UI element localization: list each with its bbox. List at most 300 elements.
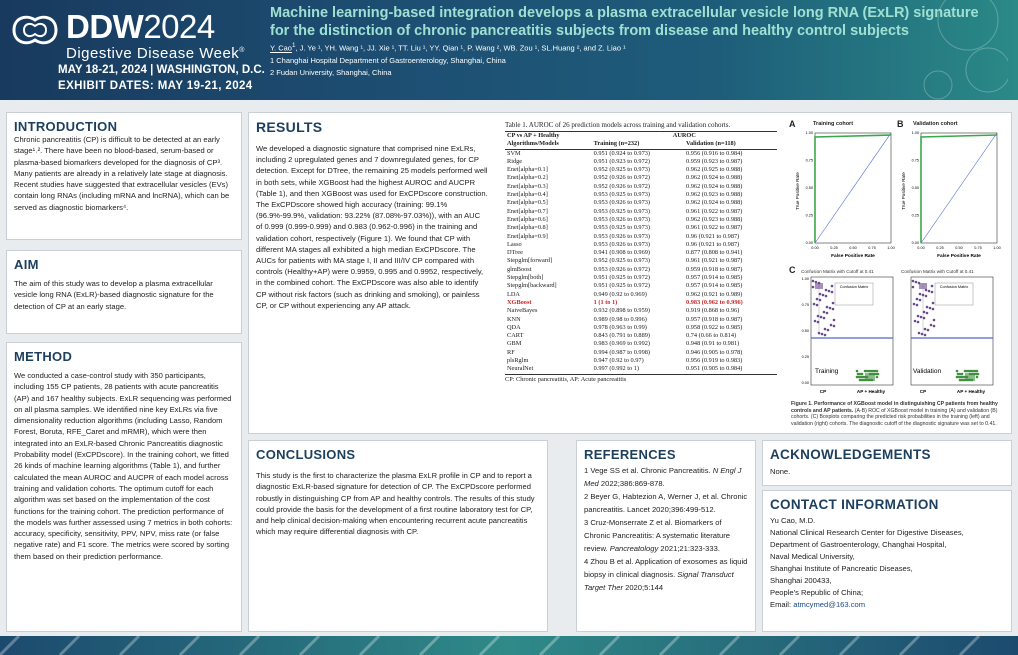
- contact-line: Yu Cao, M.D.: [770, 516, 816, 525]
- validation-boxplot: [911, 277, 993, 394]
- axis-tick-label: 0.25: [805, 213, 813, 218]
- table-cell: 0.953 (0.926 to 0.972): [593, 265, 650, 273]
- contact-heading: CONTACT INFORMATION: [770, 497, 939, 512]
- ddw-logo-text: DDW2024: [66, 8, 215, 45]
- control-point: [976, 376, 979, 379]
- axis-tick-label: 0.25: [830, 246, 838, 250]
- control-point: [857, 373, 860, 376]
- table-row: [505, 183, 777, 191]
- box-x-ap-healthy: AP + Healthy: [856, 389, 886, 394]
- table-row: [505, 149, 777, 158]
- table-cell: 0.843 (0.791 to 0.889): [593, 332, 650, 340]
- table-row: [505, 291, 777, 299]
- cp-point: [919, 293, 922, 296]
- cp-point: [821, 333, 824, 336]
- cp-point: [929, 307, 932, 310]
- aim-heading: AIM: [14, 257, 39, 272]
- axis-tick-label: 1.00: [993, 246, 1001, 250]
- acknowledgements-section: [762, 440, 1012, 486]
- control-point: [956, 370, 959, 373]
- figure-1: [789, 119, 1007, 431]
- boxplots: [789, 275, 1007, 401]
- control-point: [956, 376, 959, 379]
- table-cell: NeuralNet: [505, 365, 592, 374]
- table-cell: 0.989 (0.98 to 0.996): [593, 315, 647, 323]
- axis-tick-label: 0.75: [911, 158, 919, 163]
- cp-point: [818, 332, 821, 335]
- table-cell: 0.956 (0.919 to 0.983): [686, 357, 743, 365]
- control-point: [969, 373, 972, 376]
- control-point: [864, 370, 867, 373]
- cp-point: [913, 303, 916, 306]
- table-cell: Enet[alpha=0.1]: [507, 166, 548, 174]
- table-cell: 0.953 (0.926 to 0.973): [593, 215, 650, 223]
- ddw-logo-icon: [8, 10, 62, 50]
- training-roc-title: Training cohort: [813, 121, 854, 127]
- footer-pattern: [0, 636, 1018, 655]
- table-row: [505, 274, 777, 282]
- contact-email-line: [770, 599, 1004, 611]
- table-cell: NaiveBayes: [507, 307, 538, 315]
- table-cell: 0.946 (0.905 to 0.978): [686, 348, 743, 356]
- table-row: [505, 266, 777, 274]
- exhibit-dates: EXHIBIT DATES: MAY 19-21, 2024: [58, 80, 253, 92]
- control-point: [957, 373, 960, 376]
- table-cell: 0.959 (0.918 to 0.987): [686, 265, 743, 273]
- table-cell: 0.948 (0.91 to 0.981): [686, 340, 740, 348]
- table-cell: RF: [507, 348, 515, 356]
- table-cell: 0.953 (0.926 to 0.973): [593, 232, 650, 240]
- acknowledgements-text: None.: [770, 467, 791, 476]
- table-cell: Enet[alpha=0.4]: [507, 191, 548, 199]
- axis-tick-label: 0.25: [936, 246, 944, 250]
- axis-tick-label: 1.00: [887, 246, 895, 250]
- table-cell: 0.96 (0.921 to 0.987): [686, 232, 740, 240]
- cp-point: [931, 291, 934, 294]
- table-cell: 0.962 (0.924 to 0.988): [686, 199, 743, 207]
- references-heading: REFERENCES: [584, 447, 676, 462]
- table-cell: 0.962 (0.923 to 0.988): [686, 215, 743, 223]
- table-row: [505, 257, 777, 265]
- cp-point: [924, 328, 927, 331]
- poster-header: [0, 0, 1018, 100]
- table-cell: 0.949 (0.92 to 0.969): [593, 290, 647, 298]
- cp-point: [933, 319, 936, 322]
- cp-point: [916, 298, 919, 301]
- cp-point: [820, 316, 823, 319]
- cp-point: [825, 289, 828, 292]
- table-cell: 0.919 (0.868 to 0.96): [686, 307, 740, 315]
- cp-point: [825, 295, 828, 298]
- ddw-logo-year: 2024: [143, 8, 215, 45]
- axis-tick-label: 0.50: [801, 329, 809, 333]
- cm-inset-label: Confusion Matrix: [939, 285, 969, 289]
- table-cell: SVM: [507, 149, 521, 157]
- table-cell: 0.961 (0.922 to 0.987): [686, 224, 743, 232]
- table-col-header: Algorithms/Models: [505, 140, 592, 149]
- table-cell: 0.962 (0.923 to 0.988): [686, 191, 743, 199]
- affiliation-2: 2 Fudan University, Shanghai, China: [270, 67, 392, 77]
- cp-point: [924, 334, 927, 337]
- contact-line: Shanghai 200433,: [770, 576, 832, 585]
- table-row: [505, 340, 777, 348]
- table-cell: 0.952 (0.926 to 0.972): [593, 174, 650, 182]
- cp-point: [831, 291, 834, 294]
- table-cell: 0.877 (0.808 to 0.941): [686, 249, 743, 257]
- cm-title-training: Confusion Matrix with Cutoff at 0.41: [801, 269, 874, 274]
- table-cell: Enet[alpha=0.7]: [507, 207, 548, 215]
- box-axis-ticks: [802, 277, 809, 385]
- cp-point: [930, 324, 933, 327]
- table-cell: 0.962 (0.924 to 0.988): [686, 182, 743, 190]
- table-cell: Stepglm[both]: [507, 274, 544, 282]
- cp-point: [932, 308, 935, 311]
- axis-tick-label: 1.00: [805, 131, 813, 135]
- cp-point: [833, 325, 836, 328]
- cp-point: [822, 294, 825, 297]
- cp-point: [823, 317, 826, 320]
- contact-line: People's Republic of China;: [770, 588, 864, 597]
- table-cell: 0.953 (0.925 to 0.973): [593, 224, 650, 232]
- table-cell: Enet[alpha=0.5]: [507, 199, 548, 207]
- cp-point: [824, 334, 827, 337]
- cp-point: [918, 282, 921, 285]
- table-cell: 0.958 (0.922 to 0.985): [686, 323, 743, 331]
- cp-point: [818, 282, 821, 285]
- table-footnote: CP: Chronic pancreatitis, AP: Acute pancreatitis: [505, 375, 627, 383]
- control-point: [876, 376, 879, 379]
- table-cell: Stepglm[forward]: [507, 257, 553, 265]
- cp-point: [923, 317, 926, 320]
- reference-item: 1 Vege SS et al. Chronic Pancreatitis. N Engl J Med 2022;386:869-878.: [584, 466, 742, 488]
- introduction-section: [6, 112, 242, 240]
- table-row: [505, 324, 777, 332]
- axis-tick-label: 0.00: [805, 241, 813, 245]
- training-boxplot: [811, 277, 893, 394]
- table-row: [505, 299, 777, 307]
- table-cell: 0.951 (0.925 to 0.972): [593, 282, 650, 290]
- table-row: [505, 282, 777, 290]
- results-text: We developed a diagnostic signature that comprised nine ExLRs, including 2 upregulated genes and 7 downregulated genes, for CP detection. Except for DTree, the remaining 25 models performed well in both sets, while XGBoost had the highest AUROC and AUCPR (Table 1), and then XGBoost was used for ExCPDscore construction. The ExCPDscore showed high accuracy (training: 99.1% (96.9%-99.9%, validation: 93.22% (87.08%-97.03%)), with an AUC of 0.999 (0.999-0.999) and 0.983 (0.962-0.996) in the training and validation cohort, respectively (Figure 1). We found that CP with different MA stages all exhibited a high median ExCPDscore. The AUCs for patients with MA stage I, II and III/IV CP compared with controls (Healthy+AP) were 0.9959, 0.995 and 0.9952, respectively, in the combined cohort. The ExCPDscore was also able to identify CP without risk factors (such as drinking and smoking), or painless CP, or CP without experiencing any AP attack.: [256, 144, 488, 310]
- table-cell: QDA: [507, 323, 521, 331]
- table-header-row: [505, 140, 777, 149]
- roc-ylabel-a: True Positive Rate: [795, 172, 800, 210]
- table-row: [505, 249, 777, 257]
- reference-item: 2 Beyer G, Habtezion A, Werner J, et al. Chronic pancreatitis. Lancet 2020;396:499-512.: [584, 492, 748, 514]
- box-x-cp: CP: [819, 389, 827, 394]
- cp-point: [823, 311, 826, 314]
- cp-point: [932, 302, 935, 305]
- cp-point: [916, 304, 919, 307]
- table-cell: Stepglm[backward]: [507, 282, 557, 290]
- table-cell: 0.952 (0.925 to 0.973): [593, 257, 650, 265]
- control-point: [856, 370, 859, 373]
- table-cell: LDA: [507, 290, 520, 298]
- table-row: [505, 316, 777, 324]
- axis-tick-label: 0.25: [801, 355, 809, 359]
- cp-point: [827, 329, 830, 332]
- cp-point: [914, 320, 917, 323]
- ddw-logo-subtitle: Digestive Disease Week®: [66, 45, 245, 62]
- cp-point: [928, 290, 931, 293]
- axis-tick-label: 0.00: [917, 246, 925, 250]
- cp-point: [918, 332, 921, 335]
- axis-tick-label: 0.00: [801, 381, 809, 385]
- cp-point: [920, 316, 923, 319]
- other-authors: , J. Ye ¹, YH. Wang ¹, JJ. Xie ¹, TT. Liu ¹, YY. Qian ¹, P. Wang ², WB. Zou ¹, SL.Huang ², and Z. Liao ¹: [295, 43, 626, 53]
- cp-point: [922, 294, 925, 297]
- table-cell: 0.952 (0.925 to 0.973): [593, 166, 650, 174]
- cp-point: [824, 328, 827, 331]
- figure-caption-text: (A-B) ROC of XGBoost model in training (A) and validation (B) cohorts. (C) Boxplots comparing the predicted risk probabilities in the training (left) and validation (right) cohorts. The diagnostic cutoff of the diagnostic signature was set to 0.41.: [791, 407, 998, 427]
- email-link[interactable]: atmcymed@163.com: [793, 600, 866, 609]
- auroc-table: [505, 131, 777, 375]
- results-section: [248, 112, 1012, 434]
- cp-point: [833, 319, 836, 322]
- panel-label-b: B: [897, 119, 904, 129]
- table-cell: 0.959 (0.923 to 0.987): [686, 157, 743, 165]
- cp-point: [819, 299, 822, 302]
- table-cell: Ridge: [507, 157, 523, 165]
- table-cell: plsRglm: [507, 357, 529, 365]
- cp-point: [832, 308, 835, 311]
- cp-point: [923, 311, 926, 314]
- table-row: [505, 233, 777, 241]
- axis-tick-label: 0.75: [801, 303, 809, 307]
- cp-point: [826, 312, 829, 315]
- cp-point: [921, 333, 924, 336]
- cp-point: [826, 306, 829, 309]
- table-cell: Enet[alpha=0.8]: [507, 224, 548, 232]
- axis-tick-label: 0.00: [811, 246, 819, 250]
- table-cell: GBM: [507, 340, 522, 348]
- table-header-group: CP vs AP + Healthy: [505, 132, 592, 141]
- contact-line: Naval Medical University,: [770, 552, 855, 561]
- table-cell: 0.994 (0.987 to 0.998): [593, 348, 650, 356]
- table-cell: 0.957 (0.918 to 0.987): [686, 315, 743, 323]
- cp-point: [830, 324, 833, 327]
- table-cell: 0.957 (0.914 to 0.985): [686, 282, 743, 290]
- table-cell: 0.947 (0.92 to 0.97): [593, 357, 644, 365]
- cp-point: [912, 280, 915, 283]
- roc-xlabel-a: False Positive Rate: [831, 254, 875, 259]
- table-cell: 0.953 (0.925 to 0.973): [593, 191, 650, 199]
- cp-point: [828, 290, 831, 293]
- roc-xlabel-b: False Positive Rate: [937, 254, 981, 259]
- reference-item: 4 Zhou B et al. Application of exosomes as liquid biopsy in clinical diagnosis. Signal Transduct Target Ther 2020;5:144: [584, 557, 748, 592]
- cp-point: [912, 286, 915, 289]
- table-row: [505, 241, 777, 249]
- poster-title: Machine learning-based integration develops a plasma extracellular vesicle long RNA (ExLR) signature for the distinction of chronic pancreatitis subjects from disease and healthy control subjects: [270, 5, 979, 39]
- table-cell: 0.962 (0.921 to 0.989): [686, 290, 743, 298]
- axis-tick-label: 1.00: [911, 131, 919, 135]
- axis-tick-label: 0.50: [955, 246, 963, 250]
- table-header-span: AUROC: [592, 132, 777, 141]
- axis-tick-label: 0.50: [805, 186, 813, 190]
- table-cell: 0.983 (0.962 to 0.996): [686, 298, 743, 306]
- table-cell: 0.953 (0.925 to 0.973): [593, 207, 650, 215]
- table-cell: 0.983 (0.969 to 0.992): [593, 340, 650, 348]
- cp-point: [817, 321, 820, 324]
- table-cell: 1 (1 to 1): [593, 298, 618, 306]
- table-row: [505, 199, 777, 207]
- table-caption: Table 1. AUROC of 26 prediction models across training and validation cohorts.: [505, 121, 731, 129]
- roc-plots: [789, 129, 1007, 269]
- title-block: [270, 4, 990, 77]
- table-row: [505, 158, 777, 166]
- contact-line: National Clinical Research Center for Digestive Diseases,: [770, 528, 964, 537]
- table-cell: 0.74 (0.66 to 0.814): [686, 332, 737, 340]
- references-section: [576, 440, 756, 632]
- cp-point: [917, 321, 920, 324]
- cp-point: [816, 304, 819, 307]
- contact-line: Shanghai Institute of Pancreatic Diseases,: [770, 564, 913, 573]
- cp-point: [813, 303, 816, 306]
- table-cell: 0.961 (0.921 to 0.987): [686, 257, 743, 265]
- validation-roc-title: Validation cohort: [913, 121, 958, 127]
- axis-tick-label: 0.75: [805, 158, 813, 163]
- table-row: [505, 349, 777, 357]
- table-cell: 0.96 (0.921 to 0.987): [686, 240, 740, 248]
- cp-point: [925, 289, 928, 292]
- control-point: [964, 370, 967, 373]
- cp-point: [915, 281, 918, 284]
- contact-section: [762, 490, 1012, 632]
- cp-point: [933, 325, 936, 328]
- table-cell: DTree: [507, 249, 523, 257]
- table-row: [505, 216, 777, 224]
- table-row: [505, 365, 777, 374]
- table-cell: Lasso: [507, 240, 522, 248]
- table-row: [505, 174, 777, 182]
- cp-point: [926, 312, 929, 315]
- table-col-header: Validation (n=118): [684, 140, 777, 149]
- table-cell: 0.951 (0.905 to 0.984): [684, 365, 777, 374]
- table-cell: 0.951 (0.924 to 0.973): [593, 149, 650, 157]
- auroc-table-block: [505, 121, 783, 383]
- training-roc-plot: [815, 133, 891, 243]
- control-point: [859, 379, 862, 382]
- introduction-heading: INTRODUCTION: [14, 119, 118, 134]
- table-row: [505, 332, 777, 340]
- registered-mark: ®: [239, 47, 245, 54]
- table-cell: 0.953 (0.926 to 0.973): [593, 199, 650, 207]
- control-point: [959, 379, 962, 382]
- cp-point: [816, 298, 819, 301]
- control-point: [869, 373, 872, 376]
- table-row: [505, 307, 777, 315]
- figure-caption: [791, 401, 1005, 427]
- axis-tick-label: 0.25: [911, 213, 919, 218]
- table-row: [505, 166, 777, 174]
- control-point: [856, 376, 859, 379]
- axis-tick-label: 0.00: [911, 241, 919, 245]
- table-cell: Enet[alpha=0.6]: [507, 215, 548, 223]
- table-row: [505, 357, 777, 365]
- table-cell: CART: [507, 332, 524, 340]
- panel-label-a: A: [789, 119, 796, 129]
- table-cell: 0.956 (0.916 to 0.984): [686, 149, 743, 157]
- figure-caption-title: Figure 1. Performance of XGBoost model in distinguishing CP patients from healthy controls and AP patients.: [791, 401, 998, 414]
- box-label-training: Training: [815, 368, 839, 375]
- conclusions-heading: CONCLUSIONS: [256, 447, 356, 462]
- cp-point: [815, 281, 818, 284]
- table-cell: 0.953 (0.926 to 0.973): [593, 240, 650, 248]
- conclusions-section: [248, 440, 548, 632]
- method-section: [6, 342, 242, 632]
- table-cell: 0.932 (0.898 to 0.959): [593, 307, 650, 315]
- table-cell: glmBoost: [507, 265, 532, 273]
- conclusions-text: This study is the first to characterize the plasma ExLR profile in CP and to report a diagnostic ExLR-based signature for detection of CP. The ExCPDscore performed robustly in distinguishing CP from AP and healthy controls. The results of this study could provide the basis for the development of a first routine laboratory test for CP, and help clinical decision-making when encountering recurrent acute pancreatitis which may require differential diagnosis with CP.: [256, 471, 535, 537]
- table-row: [505, 224, 777, 232]
- cp-point: [917, 315, 920, 318]
- table-cell: XGBoost: [507, 298, 532, 306]
- aim-text: The aim of this study was to develop a plasma extracellular vesicle long RNA (ExLR)-based diagnostic signature for the detection of CP at an early stage.: [14, 279, 214, 311]
- table-cell: Enet[alpha=0.9]: [507, 232, 548, 240]
- poster-footer: [0, 636, 1018, 655]
- table-cell: 0.957 (0.914 to 0.985): [686, 274, 743, 282]
- cp-point: [832, 302, 835, 305]
- reference-item: 3 Cruz-Monserrate Z et al. Biomarkers of Chronic Pancreatitis: A systematic literature review. Pancreatology 2021;21:323-333.: [584, 518, 731, 553]
- first-author-affiliation: 1: [291, 42, 296, 49]
- cm-title-validation: Confusion Matrix with Cutoff at 0.41: [901, 269, 974, 274]
- cp-point: [931, 285, 934, 288]
- meeting-dates: MAY 18-21, 2024 | WASHINGTON, D.C.: [58, 64, 265, 76]
- table-cell: 0.951 (0.923 to 0.972): [593, 157, 650, 165]
- cp-point: [926, 306, 929, 309]
- table-cell: 0.997 (0.992 to 1): [592, 365, 684, 374]
- table-cell: 0.941 (0.908 to 0.969): [593, 249, 650, 257]
- cp-point: [927, 329, 930, 332]
- table-col-header: Training (n=232): [592, 140, 684, 149]
- cp-point: [831, 285, 834, 288]
- cp-point: [817, 315, 820, 318]
- table-cell: 0.961 (0.922 to 0.987): [686, 207, 743, 215]
- author-list: [270, 42, 990, 53]
- cp-point: [812, 286, 815, 289]
- panel-label-c: C: [789, 265, 796, 275]
- roc-ylabel-b: True Positive Rate: [901, 172, 906, 210]
- results-heading: RESULTS: [256, 119, 323, 135]
- method-heading: METHOD: [14, 349, 73, 364]
- acknowledgements-heading: ACKNOWLEDGEMENTS: [770, 447, 931, 462]
- table-header-row-top: [505, 132, 777, 141]
- introduction-text: Chronic pancreatitis (CP) is difficult to be detected at an early stage¹˒². There have been no blood-based, serum-based or plasma-based biomarkers developed for the diagnosis of CP³. Many patients are already in a relatively late stage at diagnosis. Recent studies have suggested that extracellular vesicles (EVs) contain long RNAs (including mRNA and lncRNA), which can be served as diagnostic biomarkers⁴.: [14, 135, 230, 212]
- cp-point: [819, 293, 822, 296]
- table-cell: 0.978 (0.963 to 0.99): [593, 323, 647, 331]
- axis-tick-label: 1.00: [801, 277, 809, 281]
- contact-line: Department of Gastroenterology, Changhai Hospital,: [770, 540, 947, 549]
- axis-tick-label: 0.75: [868, 246, 876, 250]
- email-label: Email:: [770, 600, 794, 609]
- cm-inset-label: Confusion Matrix: [839, 285, 869, 289]
- table-row: [505, 191, 777, 199]
- table-cell: 0.962 (0.924 to 0.988): [686, 174, 743, 182]
- table-cell: Enet[alpha=0.3]: [507, 182, 548, 190]
- cp-point: [829, 307, 832, 310]
- table-cell: 0.951 (0.925 to 0.972): [593, 274, 650, 282]
- cp-point: [814, 320, 817, 323]
- axis-tick-label: 0.75: [974, 246, 982, 250]
- box-x-ap-healthy: AP + Healthy: [956, 389, 986, 394]
- table-cell: Enet[alpha=0.2]: [507, 174, 548, 182]
- table-row: [505, 208, 777, 216]
- cp-point: [925, 295, 928, 298]
- cp-point: [919, 299, 922, 302]
- cp-point: [812, 280, 815, 283]
- aim-section: [6, 250, 242, 334]
- table-body: [505, 149, 777, 374]
